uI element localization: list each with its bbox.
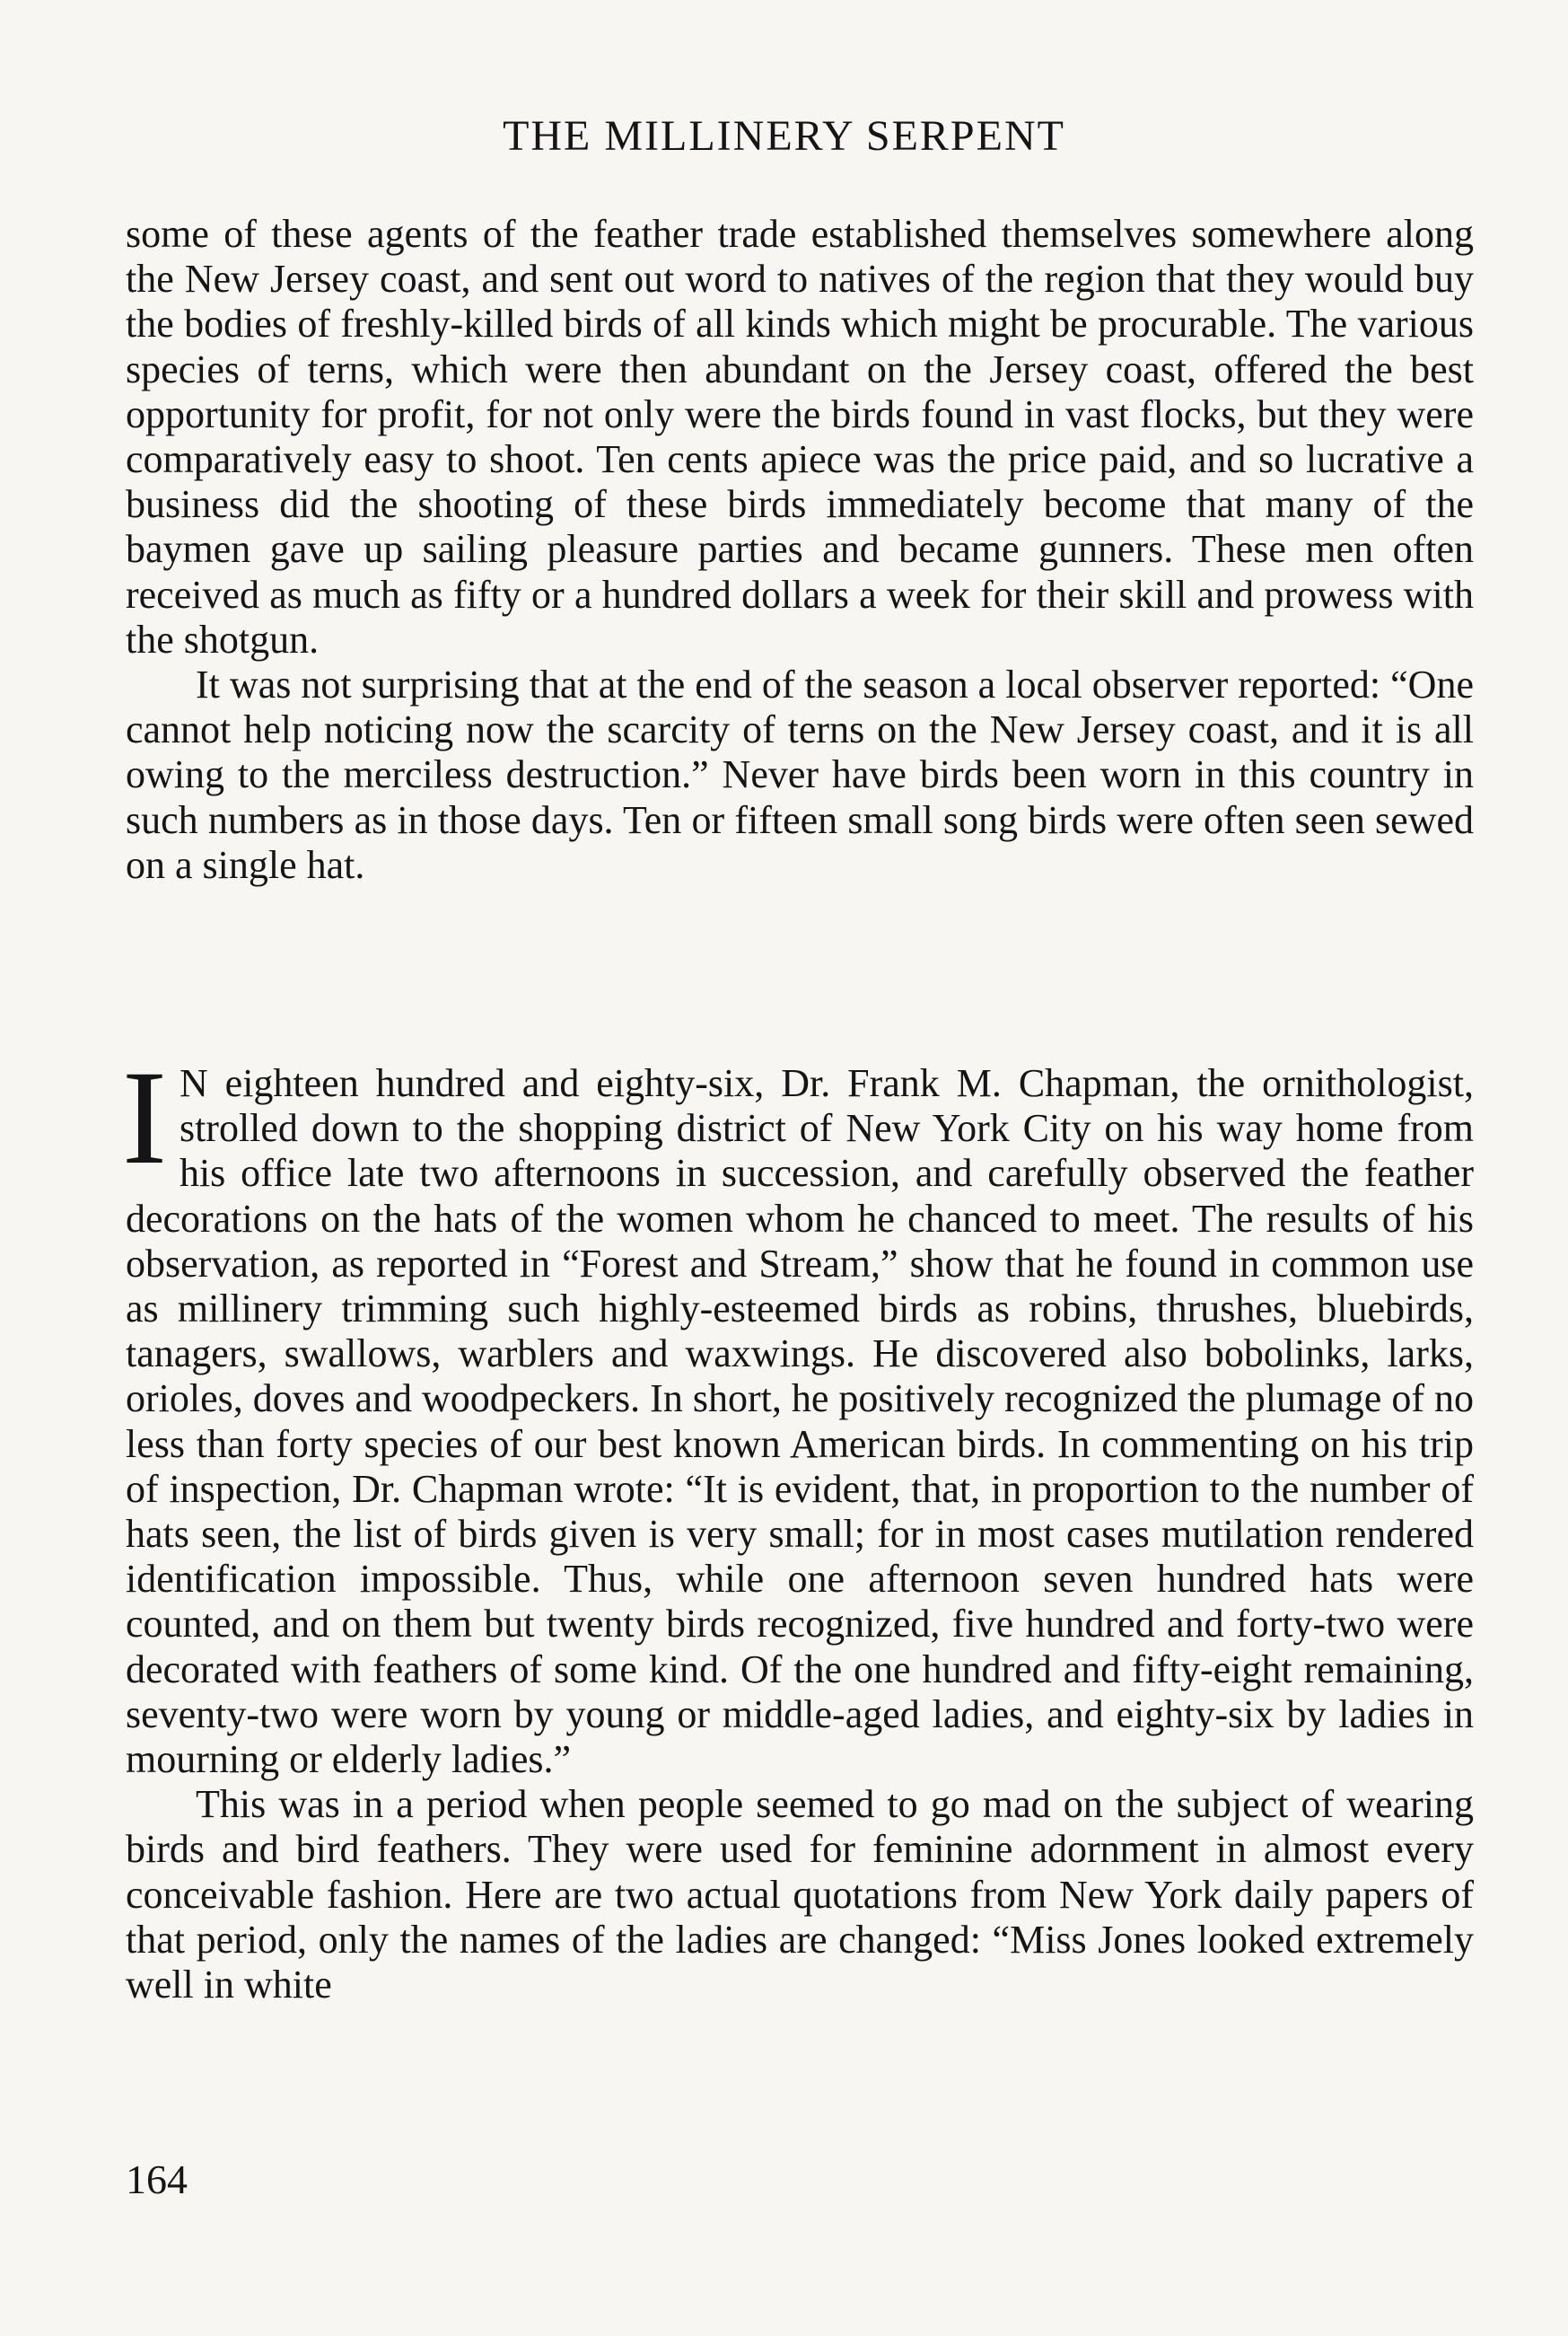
paragraph-chapman-text: N eighteen hundred and eighty-six, Dr. Frank M. Chapman, the ornithologist, strolled down to the shopping district of New York City on his way home from his office late two afternoons in succession, and carefully observed the feather decorations on the hats of the women whom he chanced to meet. The results of his observation, as reported in “Forest and Stream,” show that he found in common use as millinery trimming such highly-esteemed birds as robins, thrushes, bluebirds, tanagers, swallows, warblers and waxwings. He discovered also bobolinks, larks, orioles, doves and woodpeckers. In short, he positively recognized the plumage of no less than forty species of our best known American birds. In commenting on his trip of inspection, Dr. Chapman wrote: “It is evident, that, in proportion to the number of hats seen, the list of birds given is very small; for in most cases mutilation rendered identification impossible. Thus, while one afternoon seven hundred hats were counted, and on them but twenty birds recognized, five hundred and forty-two were decorated with feathers of some kind. Of the one hundred and fifty-eight remaining, seventy-two were worn by young or middle-aged ladies, and eighty-six by ladies in mourning or elderly ladies.”	[126, 1061, 1474, 1782]
paragraph-chapman	[122, 1043, 1474, 1782]
text-section-2	[122, 1043, 1474, 2007]
page-number: 164	[126, 2156, 188, 2202]
running-head: THE MILLINERY SERPENT	[503, 112, 1065, 160]
paragraph-fashion: This was in a period when people seemed to go mad on the subject of wearing birds and bird feathers. They were used for feminine adornment in almost every conceivable fashion. Here are two actual quotations from New York daily papers of that period, only the names of the ladies are changed: “Miss Jones looked extremely well in white	[126, 1782, 1474, 2007]
drop-cap: I	[122, 1043, 167, 1192]
paragraph-continued: some of these agents of the feather trade established themselves somewhere along the New Jersey coast, and sent out word to natives of the region that they would buy the bodies of freshly-killed birds of all kinds which might be procurable. The various species of terns, which were then abundant on the Jersey coast, offered the best opportunity for profit, for not only were the birds found in vast flocks, but they were comparatively easy to shoot. Ten cents apiece was the price paid, and so lucrative a business did the shooting of these birds immediately become that many of the baymen gave up sailing pleasure parties and became gunners. These men often received as much as fifty or a hundred dollars a week for their skill and prowess with the shotgun.	[126, 212, 1474, 662]
text-section-1	[126, 212, 1474, 888]
paragraph-terns-scarcity: It was not surprising that at the end of the season a local observer reported: “One cannot help noticing now the scarcity of terns on the New Jersey coast, and it is all owing to the merciless destruction.” Never have birds been worn in this country in such numbers as in those days. Ten or fifteen small song birds were often seen sewed on a single hat.	[126, 663, 1474, 887]
